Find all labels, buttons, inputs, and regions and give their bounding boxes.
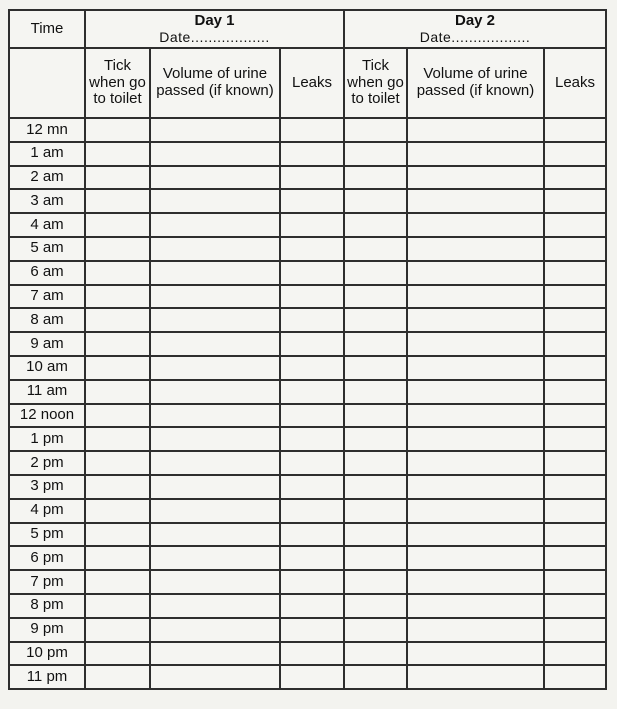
entry-cell-day2-volume (407, 166, 544, 190)
table-row (9, 142, 606, 166)
entry-cell-day1-leaks (280, 285, 344, 309)
entry-cell-day2-tick (344, 308, 407, 332)
time-label: 5 am (9, 237, 85, 261)
entry-cell-day2-leaks (544, 523, 606, 547)
entry-cell-day1-volume (150, 451, 280, 475)
entry-cell-day2-tick (344, 570, 407, 594)
entry-cell-day1-tick (85, 618, 150, 642)
entry-cell-day1-leaks (280, 618, 344, 642)
entry-cell-day2-volume (407, 380, 544, 404)
table-row (9, 523, 606, 547)
entry-cell-day2-volume (407, 285, 544, 309)
entry-cell-day1-leaks (280, 665, 344, 689)
entry-cell-day1-tick (85, 499, 150, 523)
table-row (9, 308, 606, 332)
entry-cell-day2-volume (407, 189, 544, 213)
entry-cell-day1-leaks (280, 332, 344, 356)
table-row (9, 261, 606, 285)
table-row (9, 166, 606, 190)
entry-cell-day1-tick (85, 332, 150, 356)
entry-cell-day2-volume (407, 118, 544, 142)
entry-cell-day2-volume (407, 523, 544, 547)
time-label: 4 pm (9, 499, 85, 523)
entry-cell-day1-tick (85, 237, 150, 261)
table-row (9, 451, 606, 475)
entry-cell-day2-leaks (544, 237, 606, 261)
entry-cell-day2-tick (344, 332, 407, 356)
entry-cell-day1-leaks (280, 261, 344, 285)
entry-cell-day2-tick (344, 618, 407, 642)
day2-tick-column-header: Tick when go to toilet (344, 48, 407, 118)
entry-cell-day1-volume (150, 380, 280, 404)
day1-leaks-column-header: Leaks (280, 48, 344, 118)
entry-cell-day1-volume (150, 618, 280, 642)
entry-cell-day1-tick (85, 285, 150, 309)
table-row (9, 189, 606, 213)
table-row (9, 642, 606, 666)
time-label: 10 pm (9, 642, 85, 666)
entry-cell-day1-tick (85, 451, 150, 475)
entry-cell-day2-leaks (544, 213, 606, 237)
table-row (9, 213, 606, 237)
entry-cell-day2-leaks (544, 427, 606, 451)
time-label: 3 am (9, 189, 85, 213)
entry-cell-day2-leaks (544, 618, 606, 642)
entry-cell-day2-volume (407, 427, 544, 451)
entry-cell-day2-tick (344, 380, 407, 404)
entry-cell-day1-tick (85, 380, 150, 404)
time-label: 6 pm (9, 546, 85, 570)
entry-cell-day2-tick (344, 665, 407, 689)
day1-volume-column-header: Volume of urine passed (if known) (150, 48, 280, 118)
entry-cell-day2-tick (344, 356, 407, 380)
entry-cell-day2-tick (344, 642, 407, 666)
entry-cell-day1-volume (150, 213, 280, 237)
table-row (9, 570, 606, 594)
table-row (9, 118, 606, 142)
entry-cell-day2-tick (344, 189, 407, 213)
entry-cell-day2-tick (344, 237, 407, 261)
entry-cell-day2-volume (407, 404, 544, 428)
entry-cell-day2-tick (344, 166, 407, 190)
entry-cell-day1-leaks (280, 499, 344, 523)
entry-cell-day2-leaks (544, 308, 606, 332)
entry-cell-day2-tick (344, 594, 407, 618)
entry-cell-day2-leaks (544, 404, 606, 428)
entry-cell-day2-volume (407, 546, 544, 570)
entry-cell-day1-tick (85, 427, 150, 451)
entry-cell-day1-leaks (280, 356, 344, 380)
entry-cell-day1-volume (150, 665, 280, 689)
day2-title: Day 2 (454, 11, 496, 29)
time-label: 9 pm (9, 618, 85, 642)
entry-cell-day1-leaks (280, 523, 344, 547)
entry-cell-day2-tick (344, 404, 407, 428)
time-label: 6 am (9, 261, 85, 285)
entry-cell-day1-tick (85, 118, 150, 142)
entry-cell-day2-volume (407, 332, 544, 356)
entry-cell-day2-tick (344, 499, 407, 523)
entry-cell-day2-leaks (544, 166, 606, 190)
entry-cell-day1-volume (150, 237, 280, 261)
time-label: 2 pm (9, 451, 85, 475)
time-label: 12 noon (9, 404, 85, 428)
entry-cell-day1-leaks (280, 570, 344, 594)
entry-cell-day2-tick (344, 427, 407, 451)
entry-cell-day1-tick (85, 546, 150, 570)
entry-cell-day2-leaks (544, 499, 606, 523)
entry-cell-day1-tick (85, 642, 150, 666)
entry-cell-day1-volume (150, 404, 280, 428)
table-row (9, 594, 606, 618)
entry-cell-day2-leaks (544, 261, 606, 285)
entry-cell-day1-volume (150, 285, 280, 309)
time-label: 7 am (9, 285, 85, 309)
time-column-header-spacer (9, 48, 85, 118)
time-label: 2 am (9, 166, 85, 190)
entry-cell-day1-tick (85, 523, 150, 547)
time-label: 7 pm (9, 570, 85, 594)
day2-date-dotted-line: Date.................. (419, 28, 531, 45)
entry-cell-day1-leaks (280, 308, 344, 332)
time-column-header: Time (9, 10, 85, 48)
entry-cell-day1-leaks (280, 546, 344, 570)
entry-cell-day1-tick (85, 213, 150, 237)
entry-cell-day1-tick (85, 665, 150, 689)
entry-cell-day1-volume (150, 356, 280, 380)
entry-cell-day2-volume (407, 570, 544, 594)
entry-cell-day1-leaks (280, 166, 344, 190)
time-label: 8 pm (9, 594, 85, 618)
entry-cell-day2-leaks (544, 118, 606, 142)
day1-title: Day 1 (194, 11, 235, 29)
entry-cell-day2-tick (344, 523, 407, 547)
entry-cell-day1-leaks (280, 475, 344, 499)
entry-cell-day1-volume (150, 546, 280, 570)
entry-cell-day1-volume (150, 594, 280, 618)
entry-cell-day2-tick (344, 213, 407, 237)
entry-cell-day1-tick (85, 594, 150, 618)
entry-cell-day1-leaks (280, 380, 344, 404)
entry-cell-day2-volume (407, 665, 544, 689)
entry-cell-day2-leaks (544, 546, 606, 570)
entry-cell-day1-tick (85, 404, 150, 428)
entry-cell-day2-leaks (544, 189, 606, 213)
entry-cell-day1-leaks (280, 404, 344, 428)
table-row (9, 546, 606, 570)
entry-cell-day2-volume (407, 475, 544, 499)
entry-cell-day1-tick (85, 261, 150, 285)
entry-cell-day1-tick (85, 308, 150, 332)
entry-cell-day1-volume (150, 499, 280, 523)
entry-cell-day1-leaks (280, 594, 344, 618)
entry-cell-day1-volume (150, 332, 280, 356)
entry-cell-day2-tick (344, 118, 407, 142)
entry-cell-day2-tick (344, 142, 407, 166)
entry-cell-day1-leaks (280, 427, 344, 451)
entry-cell-day2-tick (344, 261, 407, 285)
day2-volume-column-header: Volume of urine passed (if known) (407, 48, 544, 118)
entry-cell-day2-tick (344, 546, 407, 570)
entry-cell-day1-volume (150, 427, 280, 451)
entry-cell-day1-volume (150, 523, 280, 547)
entry-cell-day1-volume (150, 642, 280, 666)
time-label: 11 pm (9, 665, 85, 689)
time-label: 12 mn (9, 118, 85, 142)
entry-cell-day2-volume (407, 451, 544, 475)
entry-cell-day1-volume (150, 118, 280, 142)
column-header-row (9, 48, 606, 118)
entry-cell-day1-volume (150, 142, 280, 166)
entry-cell-day1-tick (85, 356, 150, 380)
table-row (9, 356, 606, 380)
entry-cell-day1-tick (85, 142, 150, 166)
day1-tick-column-header: Tick when go to toilet (85, 48, 150, 118)
entry-cell-day1-leaks (280, 451, 344, 475)
entry-cell-day2-tick (344, 451, 407, 475)
entry-cell-day1-tick (85, 189, 150, 213)
entry-cell-day2-leaks (544, 594, 606, 618)
entry-cell-day2-leaks (544, 475, 606, 499)
time-label: 1 am (9, 142, 85, 166)
table-body (9, 118, 606, 689)
table-row (9, 285, 606, 309)
time-label: 1 pm (9, 427, 85, 451)
entry-cell-day1-leaks (280, 189, 344, 213)
entry-cell-day2-volume (407, 142, 544, 166)
table-row (9, 404, 606, 428)
day-header-row (9, 10, 606, 48)
entry-cell-day1-volume (150, 308, 280, 332)
entry-cell-day2-leaks (544, 570, 606, 594)
entry-cell-day1-leaks (280, 142, 344, 166)
entry-cell-day2-leaks (544, 642, 606, 666)
entry-cell-day1-leaks (280, 237, 344, 261)
table-row (9, 427, 606, 451)
entry-cell-day2-tick (344, 285, 407, 309)
entry-cell-day2-volume (407, 261, 544, 285)
entry-cell-day2-leaks (544, 665, 606, 689)
entry-cell-day2-volume (407, 213, 544, 237)
time-label: 4 am (9, 213, 85, 237)
entry-cell-day1-volume (150, 166, 280, 190)
entry-cell-day1-leaks (280, 213, 344, 237)
table-row (9, 618, 606, 642)
table-row (9, 332, 606, 356)
time-label: 10 am (9, 356, 85, 380)
time-label: 8 am (9, 308, 85, 332)
table-row (9, 475, 606, 499)
entry-cell-day1-volume (150, 475, 280, 499)
day2-header (344, 10, 606, 48)
entry-cell-day2-leaks (544, 332, 606, 356)
table-row (9, 665, 606, 689)
time-label: 5 pm (9, 523, 85, 547)
entry-cell-day2-volume (407, 308, 544, 332)
entry-cell-day1-tick (85, 570, 150, 594)
entry-cell-day2-volume (407, 618, 544, 642)
entry-cell-day2-leaks (544, 356, 606, 380)
day1-header (85, 10, 344, 48)
day1-date-dotted-line: Date.................. (159, 28, 270, 45)
entry-cell-day1-volume (150, 570, 280, 594)
table-row (9, 380, 606, 404)
entry-cell-day2-volume (407, 237, 544, 261)
time-label: 11 am (9, 380, 85, 404)
table-header (9, 10, 606, 118)
entry-cell-day2-leaks (544, 451, 606, 475)
entry-cell-day2-tick (344, 475, 407, 499)
table-row (9, 499, 606, 523)
time-label: 3 pm (9, 475, 85, 499)
entry-cell-day1-tick (85, 475, 150, 499)
entry-cell-day2-volume (407, 642, 544, 666)
entry-cell-day2-leaks (544, 380, 606, 404)
entry-cell-day1-leaks (280, 642, 344, 666)
entry-cell-day2-leaks (544, 142, 606, 166)
entry-cell-day1-volume (150, 189, 280, 213)
entry-cell-day2-leaks (544, 285, 606, 309)
entry-cell-day1-volume (150, 261, 280, 285)
entry-cell-day2-volume (407, 594, 544, 618)
entry-cell-day1-tick (85, 166, 150, 190)
entry-cell-day1-leaks (280, 118, 344, 142)
time-label: 9 am (9, 332, 85, 356)
bladder-diary-table (8, 9, 607, 690)
entry-cell-day2-volume (407, 499, 544, 523)
day2-leaks-column-header: Leaks (544, 48, 606, 118)
table-row (9, 237, 606, 261)
entry-cell-day2-volume (407, 356, 544, 380)
